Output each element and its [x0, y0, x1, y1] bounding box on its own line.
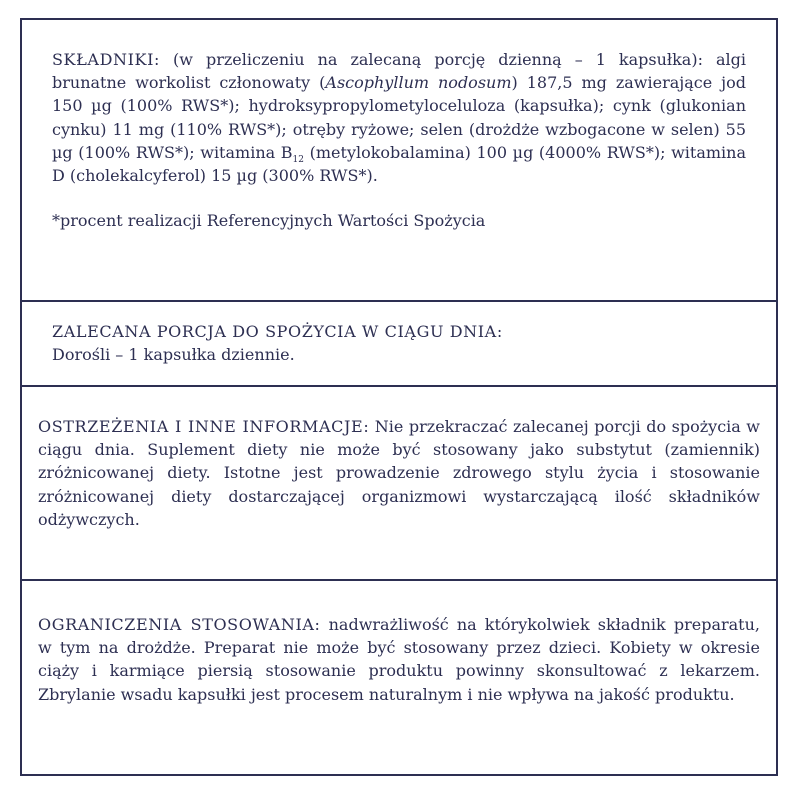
rws-footnote: *procent realizacji Referencyjnych Wartości Spożycia — [52, 211, 486, 231]
latin-name: Ascophyllum nodosum — [325, 73, 512, 93]
warnings-heading: OSTRZEŻENIA I INNE INFORMACJE: — [38, 417, 370, 436]
dosage-heading-text: ZALECANA PORCJA DO SPOŻYCIA W CIĄGU DNIA: — [52, 322, 503, 341]
restrictions-paragraph — [38, 613, 760, 706]
ingredients-text-3: (metylokobalamina) 100 µg (4000% RWS*); witamina D (cholekalcyferol) 15 µg (300% RWS*). — [52, 142, 747, 186]
product-label — [20, 18, 778, 776]
warnings-section — [22, 385, 776, 579]
ingredients-heading: SKŁADNIKI: — [52, 50, 160, 69]
ingredients-text-2: ) 187,5 mg zawierające jod 150 µg (100% RWS*); hydroksypropylometyloceluloza (kapsułka); cynk (glukonian cynku) 11 mg (110% RWS*); otręby ryżowe; selen (drożdże wzbogacone w selen) 55 µg (100% RWS*); witamina B — [52, 73, 746, 162]
b12-subscript: 12 — [292, 155, 304, 165]
warnings-text: Nie przekraczać zalecanej porcji do spożycia w ciągu dnia. Suplement diety nie może być stosowany jako substytut (zamiennik) zróżnicowanej diety. Istotne jest prowadzenie zdrowego stylu życia i stosowanie zróżnicowanej diety dostarczającej organizmowi wystarczającą ilość składników odżywczych. — [38, 417, 760, 529]
restrictions-text: nadwrażliwość na którykolwiek składnik preparatu, w tym na drożdże. Preparat nie może być stosowany przez dzieci. Kobiety w okresie ciąży i karmiące piersią stosowanie produktu powinny skonsultować z lekarzem. Zbrylanie wsadu kapsułki jest procesem naturalnym i nie wpływa na jakość produktu. — [38, 615, 760, 704]
dosage-heading — [52, 320, 746, 343]
warnings-paragraph — [38, 415, 760, 531]
dosage-text: Dorośli – 1 kapsułka dziennie. — [52, 345, 295, 365]
restrictions-heading: OGRANICZENIA STOSOWANIA: — [38, 615, 321, 634]
dosage-section — [22, 300, 776, 385]
restrictions-section — [22, 579, 776, 774]
ingredients-paragraph — [52, 48, 746, 187]
ingredients-section — [22, 20, 776, 300]
ingredients-text-1: (w przeliczeniu na zalecaną porcję dzienną – 1 kapsułka): algi brunatne workolist członowaty ( — [52, 50, 746, 93]
